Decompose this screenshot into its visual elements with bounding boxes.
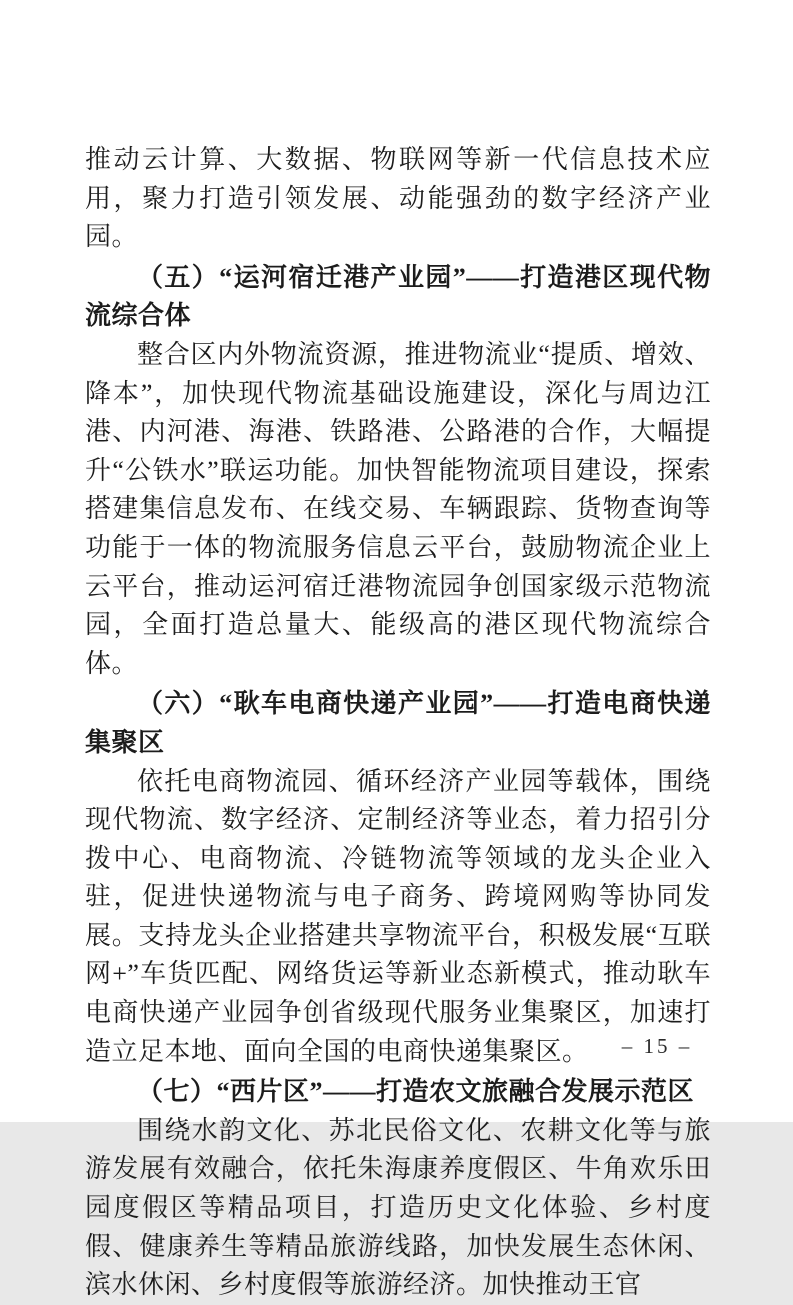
section-heading-6-gengche-ecommerce-park: （六）“耿车电商快递产业园”——打造电商快递集聚区 — [85, 689, 711, 757]
document-text-column — [85, 141, 711, 1305]
section-heading-7-west-area: （七）“西片区”——打造农文旅融合发展示范区 — [137, 1077, 695, 1107]
section-body-7-agri-culture-tourism: 围绕水韵文化、苏北民俗文化、农耕文化等与旅游发展有效融合，依托朱海康养度假区、牛角欢乐田园度假区等精品项目，打造历史文化体验、乡村度假、健康养生等精品旅游线路，加快发展生态休闲、滨水休闲、乡村度假等旅游经济。加快推动王官 — [85, 1115, 711, 1300]
section-body-5-port-logistics: 整合区内外物流资源，推进物流业“提质、增效、降本”，加快现代物流基础设施建设，深化与周边江港、内河港、海港、铁路港、公路港的合作，大幅提升“公铁水”联运功能。加快智能物流项目建设，探索搭建集信息发布、在线交易、车辆跟踪、货物查询等功能于一体的物流服务信息云平台，鼓励物流企业上云平台，推动运河宿迁港物流园争创国家级示范物流园，全面打造总量大、能级高的港区现代物流综合体。 — [85, 339, 711, 678]
section-body-6-ecommerce-express: 依托电商物流园、循环经济产业园等载体，围绕现代物流、数字经济、定制经济等业态，着力招引分拨中心、电商物流、冷链物流等领域的龙头企业入驻，促进快递物流与电子商务、跨境网购等协同发展。支持龙头企业搭建共享物流平台，积极发展“互联网+”车货匹配、网络货运等新业态新模式，推动耿车电商快递产业园争创省级现代服务业集聚区，加速打造立足本地、面向全国的电商快递集聚区。 — [85, 766, 711, 1066]
page-number: – 15 – — [621, 1034, 693, 1058]
paragraph-digital-economy-continuation: 推动云计算、大数据、物联网等新一代信息技术应用，聚力打造引领发展、动能强劲的数字经济产业园。 — [85, 145, 711, 252]
section-heading-5-yunhe-suqian-port: （五）“运河宿迁港产业园”——打造港区现代物流综合体 — [85, 262, 711, 331]
